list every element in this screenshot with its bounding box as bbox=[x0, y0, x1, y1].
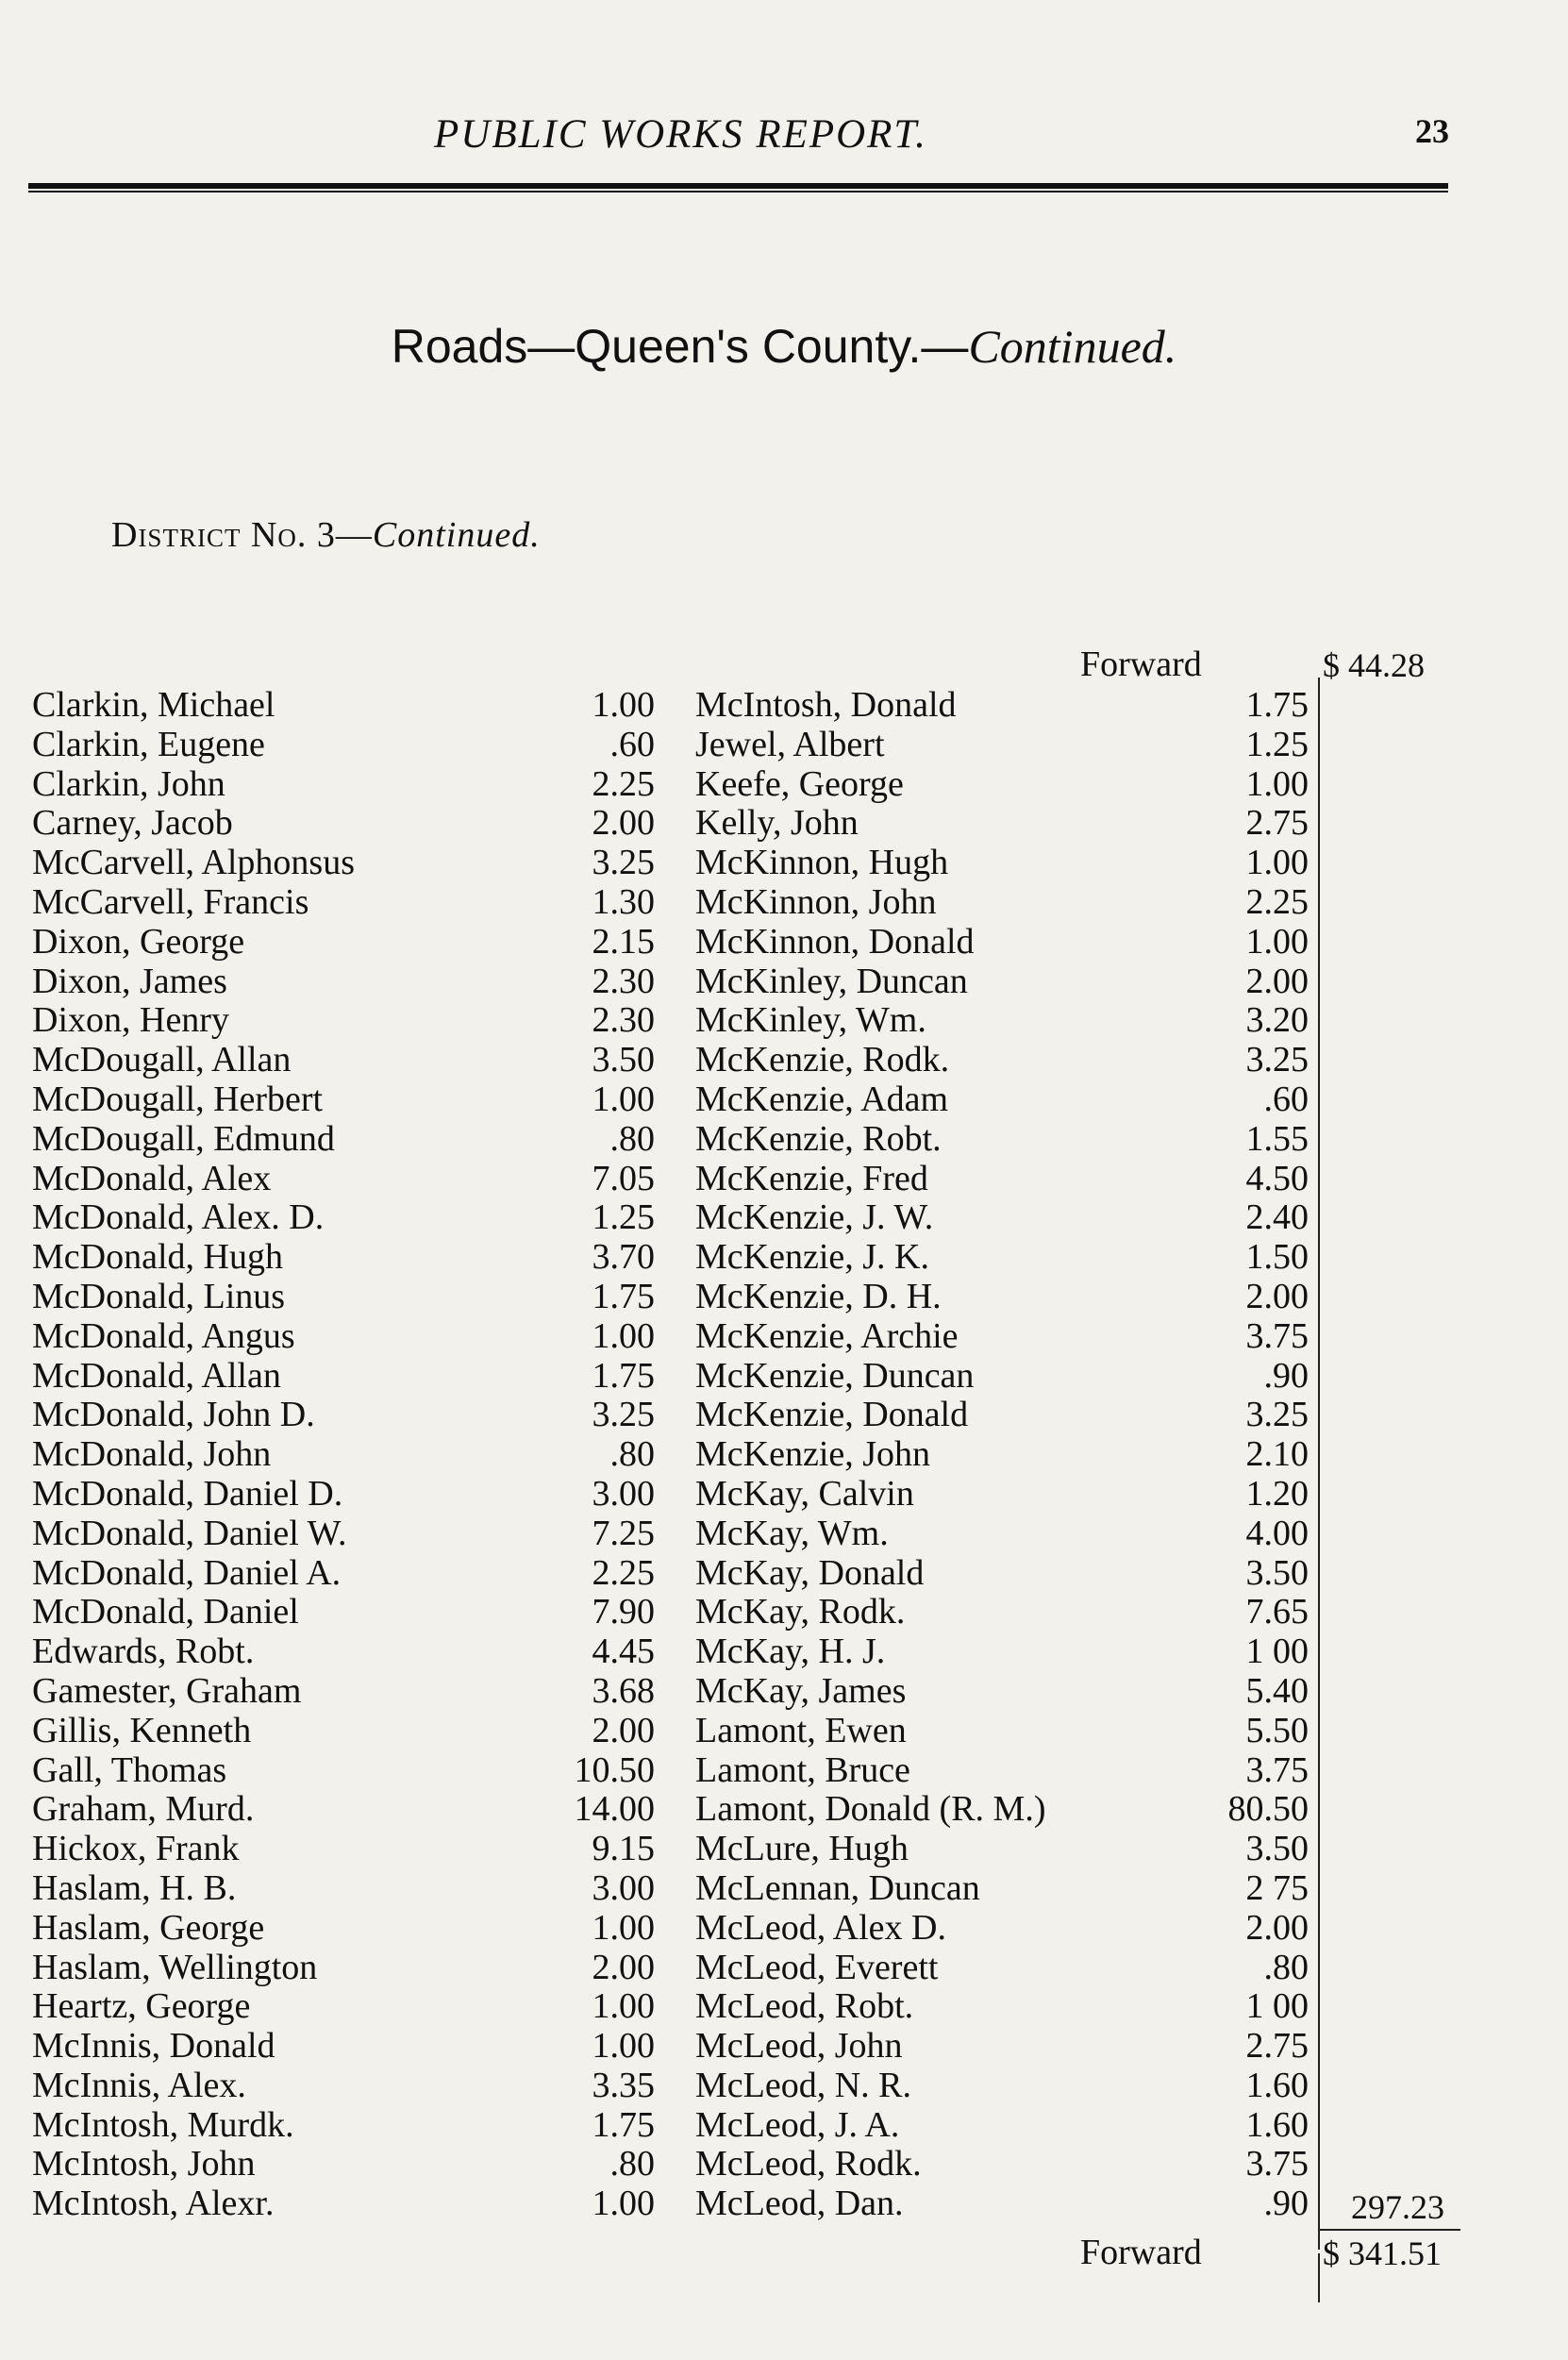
payee-name: McKinnon, Donald bbox=[695, 921, 975, 962]
ledger-row bbox=[32, 1475, 655, 1515]
payee-name: McDonald, Daniel W. bbox=[32, 1513, 347, 1553]
payment-amount: .80 bbox=[609, 1118, 655, 1159]
payment-amount: 1.00 bbox=[1245, 843, 1309, 883]
payment-amount: 1.75 bbox=[592, 1276, 655, 1316]
payment-amount: .60 bbox=[1263, 1079, 1309, 1119]
payment-amount: 7.65 bbox=[1245, 1592, 1309, 1632]
ledger-row bbox=[695, 1909, 1318, 1949]
payment-amount: 4.00 bbox=[1245, 1513, 1309, 1553]
ledger-row bbox=[695, 1751, 1318, 1791]
payment-amount: 1.00 bbox=[592, 1315, 655, 1356]
header-rule-thin bbox=[28, 191, 1448, 192]
payment-amount: 2.25 bbox=[592, 763, 655, 804]
forward-label-bottom: Forward bbox=[1080, 2233, 1202, 2272]
payment-amount: 3.35 bbox=[592, 2065, 655, 2105]
payee-name: Clarkin, Eugene bbox=[32, 724, 265, 764]
payee-name: McDougall, Allan bbox=[32, 1040, 292, 1080]
ledger-row bbox=[32, 1830, 655, 1869]
payee-name: McDonald, Allan bbox=[32, 1355, 281, 1396]
ledger-row bbox=[32, 1435, 655, 1475]
ledger-row bbox=[695, 1632, 1318, 1672]
ledger-row bbox=[32, 1672, 655, 1712]
payee-name: Lamont, Ewen bbox=[695, 1710, 907, 1750]
payment-amount: 3.75 bbox=[1245, 1315, 1309, 1356]
payment-amount: 1.20 bbox=[1245, 1473, 1309, 1514]
payment-amount: 2.75 bbox=[1245, 803, 1309, 844]
payment-amount: .60 bbox=[609, 724, 655, 764]
payment-amount: 1.00 bbox=[592, 1907, 655, 1948]
payee-name: McCarvell, Francis bbox=[32, 881, 309, 922]
payment-amount: 2 75 bbox=[1245, 1867, 1309, 1908]
ledger-row bbox=[32, 1554, 655, 1594]
payment-amount: 1 00 bbox=[1245, 1986, 1309, 2027]
payment-amount: 7.05 bbox=[592, 1158, 655, 1198]
ledger-row bbox=[32, 726, 655, 765]
payment-amount: 7.90 bbox=[592, 1592, 655, 1632]
payee-name: McLeod, N. R. bbox=[695, 2065, 912, 2105]
payee-name: McKay, Rodk. bbox=[695, 1592, 906, 1632]
ledger-row bbox=[695, 726, 1318, 765]
ledger-row bbox=[695, 1672, 1318, 1712]
ledger-row bbox=[695, 765, 1318, 805]
ledger-row bbox=[32, 962, 655, 1002]
forward-label-top: Forward bbox=[1080, 644, 1202, 684]
ledger-row bbox=[695, 2067, 1318, 2106]
payment-amount: 1.25 bbox=[592, 1197, 655, 1238]
ledger-row bbox=[695, 1790, 1318, 1830]
payment-amount: 1.00 bbox=[1245, 921, 1309, 962]
ledger-row bbox=[695, 1435, 1318, 1475]
payment-amount: 3.25 bbox=[1245, 1395, 1309, 1435]
payee-name: McKinnon, Hugh bbox=[695, 843, 949, 883]
payment-amount: 2.30 bbox=[592, 1000, 655, 1041]
payment-amount: 1.00 bbox=[592, 1079, 655, 1119]
payment-amount: 2.25 bbox=[592, 1552, 655, 1593]
left-column bbox=[32, 686, 655, 2224]
ledger-row bbox=[695, 1238, 1318, 1278]
ledger-row bbox=[32, 1949, 655, 1988]
payment-amount: 3.25 bbox=[592, 843, 655, 883]
payee-name: Dixon, Henry bbox=[32, 1000, 229, 1041]
payment-amount: 3.00 bbox=[592, 1473, 655, 1514]
payee-name: Kelly, John bbox=[695, 803, 859, 844]
ledger-row bbox=[695, 1001, 1318, 1041]
ledger-row bbox=[695, 1357, 1318, 1397]
forward-amount-top: $ 44.28 bbox=[1323, 646, 1425, 684]
ledger-row bbox=[695, 1160, 1318, 1199]
ledger-row bbox=[32, 1987, 655, 2027]
payee-name: McDonald, John bbox=[32, 1434, 272, 1475]
ledger-row bbox=[695, 686, 1318, 726]
payment-amount: 1.60 bbox=[1245, 2065, 1309, 2105]
payment-amount: 3.50 bbox=[592, 1040, 655, 1080]
payee-name: McKenzie, Archie bbox=[695, 1315, 959, 1356]
payee-name: McKenzie, Donald bbox=[695, 1395, 969, 1435]
payee-name: McKenzie, J. K. bbox=[695, 1237, 929, 1278]
payment-amount: 2.00 bbox=[1245, 1276, 1309, 1316]
ledger-row bbox=[695, 1712, 1318, 1751]
payee-name: McKenzie, Fred bbox=[695, 1158, 928, 1198]
ledger-row bbox=[695, 1198, 1318, 1238]
payee-name: McKenzie, Rodk. bbox=[695, 1040, 950, 1080]
district-continued: Continued. bbox=[372, 515, 541, 555]
payee-name: McIntosh, Alexr. bbox=[32, 2184, 275, 2224]
district-number: 3— bbox=[316, 515, 373, 555]
payee-name: McKenzie, Robt. bbox=[695, 1118, 942, 1159]
payment-amount: 2.00 bbox=[1245, 961, 1309, 1001]
payee-name: McKenzie, John bbox=[695, 1434, 931, 1475]
ledger-row bbox=[695, 1041, 1318, 1080]
payee-name: McKinnon, John bbox=[695, 881, 937, 922]
payment-amount: 3.75 bbox=[1245, 1749, 1309, 1790]
payee-name: McLeod, Dan. bbox=[695, 2184, 904, 2224]
right-column bbox=[695, 686, 1318, 2224]
payee-name: McKay, Donald bbox=[695, 1552, 925, 1593]
ledger-row bbox=[32, 1198, 655, 1238]
ledger-row bbox=[695, 1830, 1318, 1869]
ledger-row bbox=[32, 2067, 655, 2106]
payment-amount: 10.50 bbox=[574, 1749, 655, 1790]
payment-amount: 1.75 bbox=[1245, 685, 1309, 725]
district-heading bbox=[111, 514, 541, 556]
payment-amount: .80 bbox=[609, 1434, 655, 1475]
payment-amount: .90 bbox=[1263, 2184, 1309, 2224]
ledger-row bbox=[32, 1751, 655, 1791]
payee-name: McKinley, Duncan bbox=[695, 961, 968, 1001]
payment-amount: 1.75 bbox=[592, 2104, 655, 2145]
ledger-row bbox=[32, 2145, 655, 2184]
payment-amount: 14.00 bbox=[574, 1789, 655, 1830]
ledger-row bbox=[32, 1357, 655, 1397]
ledger-row bbox=[32, 1120, 655, 1160]
payment-amount: 1.60 bbox=[1245, 2104, 1309, 2145]
ledger-row bbox=[32, 1790, 655, 1830]
ledger-row bbox=[32, 1515, 655, 1554]
ledger-row bbox=[695, 844, 1318, 883]
payee-name: Hickox, Frank bbox=[32, 1829, 240, 1869]
payee-name: McInnis, Donald bbox=[32, 2026, 275, 2067]
ledger-row bbox=[695, 1554, 1318, 1594]
payee-name: McIntosh, Donald bbox=[695, 685, 957, 725]
ledger-row bbox=[32, 1001, 655, 1041]
payee-name: McDougall, Edmund bbox=[32, 1118, 335, 1159]
payee-name: McDonald, Angus bbox=[32, 1315, 295, 1356]
ledger-row bbox=[32, 1278, 655, 1317]
ledger-row bbox=[695, 1396, 1318, 1435]
payee-name: McDonald, Linus bbox=[32, 1276, 286, 1316]
ledger-row bbox=[695, 1593, 1318, 1632]
ledger-row bbox=[32, 2027, 655, 2067]
payment-amount: 3.25 bbox=[592, 1395, 655, 1435]
ledger-row bbox=[695, 1949, 1318, 1988]
payment-amount: 2.00 bbox=[592, 1710, 655, 1750]
payment-amount: 7.25 bbox=[592, 1513, 655, 1553]
payee-name: Graham, Murd. bbox=[32, 1789, 255, 1830]
ledger-row bbox=[32, 1869, 655, 1909]
payee-name: McInnis, Alex. bbox=[32, 2065, 246, 2105]
payee-name: McDonald, Alex bbox=[32, 1158, 272, 1198]
payee-name: McKinley, Wm. bbox=[695, 1000, 926, 1041]
payee-name: McLeod, John bbox=[695, 2026, 903, 2067]
ledger-row bbox=[695, 2106, 1318, 2146]
ledger-row bbox=[695, 804, 1318, 844]
payment-amount: 9.15 bbox=[592, 1829, 655, 1869]
payment-amount: 2.15 bbox=[592, 921, 655, 962]
payee-name: McDonald, Daniel D. bbox=[32, 1473, 343, 1514]
payment-amount: 80.50 bbox=[1227, 1789, 1309, 1830]
ledger-row bbox=[695, 1515, 1318, 1554]
ledger-row bbox=[32, 765, 655, 805]
payment-amount: 3.50 bbox=[1245, 1829, 1309, 1869]
payment-amount: 5.40 bbox=[1245, 1670, 1309, 1711]
payee-name: Edwards, Robt. bbox=[32, 1632, 255, 1672]
page-header bbox=[0, 111, 1568, 168]
payment-amount: 2.10 bbox=[1245, 1434, 1309, 1475]
payee-name: Carney, Jacob bbox=[32, 803, 233, 844]
payee-name: McCarvell, Alphonsus bbox=[32, 843, 355, 883]
ledger-row bbox=[32, 923, 655, 962]
ledger-row bbox=[695, 1987, 1318, 2027]
payment-amount: 2.00 bbox=[592, 803, 655, 844]
ledger-row bbox=[695, 1278, 1318, 1317]
ledger-row bbox=[32, 1593, 655, 1632]
payment-amount: 2.30 bbox=[592, 961, 655, 1001]
page-number: 23 bbox=[1415, 112, 1449, 150]
ledger-row bbox=[32, 686, 655, 726]
payee-name: Haslam, H. B. bbox=[32, 1867, 237, 1908]
ledger-row bbox=[695, 883, 1318, 923]
payment-amount: .90 bbox=[1263, 1355, 1309, 1396]
payee-name: Haslam, George bbox=[32, 1907, 265, 1948]
payee-name: Gamester, Graham bbox=[32, 1670, 302, 1711]
payee-name: McKay, James bbox=[695, 1670, 907, 1711]
ledger-row bbox=[32, 2106, 655, 2146]
payee-name: Heartz, George bbox=[32, 1986, 251, 2027]
ledger-row bbox=[695, 2184, 1318, 2224]
ledger-row bbox=[695, 962, 1318, 1002]
ledger-row bbox=[32, 1160, 655, 1199]
title-continued: Continued. bbox=[968, 320, 1177, 373]
payment-amount: 5.50 bbox=[1245, 1710, 1309, 1750]
payment-amount: 1 00 bbox=[1245, 1632, 1309, 1672]
page-title bbox=[0, 319, 1568, 374]
payment-amount: 1.00 bbox=[592, 685, 655, 725]
ledger-row bbox=[32, 1041, 655, 1080]
ledger-row bbox=[695, 1080, 1318, 1120]
ledger-row bbox=[32, 1632, 655, 1672]
payment-amount: 1.00 bbox=[592, 2026, 655, 2067]
ledger-row bbox=[32, 1712, 655, 1751]
ledger-row bbox=[32, 1317, 655, 1357]
payment-amount: 1.50 bbox=[1245, 1237, 1309, 1278]
payment-amount: 1.25 bbox=[1245, 724, 1309, 764]
subtotal: 297.23 bbox=[1351, 2188, 1444, 2226]
payment-amount: 3.25 bbox=[1245, 1040, 1309, 1080]
payment-amount: 2.25 bbox=[1245, 881, 1309, 922]
ledger-row bbox=[32, 1080, 655, 1120]
ledger-row bbox=[695, 1475, 1318, 1515]
payee-name: McDonald, Hugh bbox=[32, 1237, 283, 1278]
ledger-row bbox=[695, 923, 1318, 962]
ledger-row bbox=[32, 1909, 655, 1949]
payee-name: McLeod, Everett bbox=[695, 1947, 939, 1987]
payee-name: McLeod, Rodk. bbox=[695, 2144, 922, 2184]
payee-name: McLeod, J. A. bbox=[695, 2104, 900, 2145]
payment-amount: 3.50 bbox=[1245, 1552, 1309, 1593]
payee-name: McIntosh, Murdk. bbox=[32, 2104, 294, 2145]
payment-amount: 3.68 bbox=[592, 1670, 655, 1711]
payee-name: McDonald, Daniel bbox=[32, 1592, 299, 1632]
payee-name: Lamont, Donald (R. M.) bbox=[695, 1789, 1046, 1830]
payee-name: Gillis, Kenneth bbox=[32, 1710, 252, 1750]
column-rule-bottom bbox=[1318, 2253, 1320, 2302]
payee-name: McIntosh, John bbox=[32, 2144, 256, 2184]
ledger-row bbox=[32, 1238, 655, 1278]
payee-name: Dixon, James bbox=[32, 961, 227, 1001]
payee-name: McDougall, Herbert bbox=[32, 1079, 324, 1119]
payee-name: Lamont, Bruce bbox=[695, 1749, 910, 1790]
payment-amount: 1.55 bbox=[1245, 1118, 1309, 1159]
payment-amount: 3.70 bbox=[592, 1237, 655, 1278]
payee-name: McLeod, Alex D. bbox=[695, 1907, 946, 1948]
payment-amount: 1.00 bbox=[592, 2184, 655, 2224]
ledger-row bbox=[32, 844, 655, 883]
ledger-row bbox=[695, 2145, 1318, 2184]
payment-amount: 2.75 bbox=[1245, 2026, 1309, 2067]
payee-name: Clarkin, John bbox=[32, 763, 225, 804]
payment-amount: .80 bbox=[1263, 1947, 1309, 1987]
payee-name: Keefe, George bbox=[695, 763, 904, 804]
payment-amount: 2.40 bbox=[1245, 1197, 1309, 1238]
title-main: Roads—Queen's County.— bbox=[391, 320, 969, 373]
payment-amount: .80 bbox=[609, 2144, 655, 2184]
payment-amount: 2.00 bbox=[1245, 1907, 1309, 1948]
payee-name: McDonald, Alex. D. bbox=[32, 1197, 325, 1238]
payee-name: Gall, Thomas bbox=[32, 1749, 227, 1790]
payment-amount: 2.00 bbox=[592, 1947, 655, 1987]
payee-name: McKay, Wm. bbox=[695, 1513, 889, 1553]
payment-amount: 3.00 bbox=[592, 1867, 655, 1908]
payee-name: McLure, Hugh bbox=[695, 1829, 909, 1869]
ledger-row bbox=[695, 1120, 1318, 1160]
ledger-row bbox=[695, 2027, 1318, 2067]
payment-amount: 1.00 bbox=[1245, 763, 1309, 804]
payee-name: McKay, H. J. bbox=[695, 1632, 886, 1672]
sum-rule bbox=[1319, 2229, 1460, 2231]
payee-name: Clarkin, Michael bbox=[32, 685, 275, 725]
ledger-row bbox=[32, 2184, 655, 2224]
payment-amount: 1.30 bbox=[592, 881, 655, 922]
running-head: PUBLIC WORKS REPORT. bbox=[434, 112, 927, 157]
payee-name: McDonald, John D. bbox=[32, 1395, 315, 1435]
payee-name: McDonald, Daniel A. bbox=[32, 1552, 342, 1593]
column-rule bbox=[1318, 678, 1320, 2250]
payment-amount: 1.00 bbox=[592, 1986, 655, 2027]
payee-name: Haslam, Wellington bbox=[32, 1947, 318, 1987]
payee-name: Dixon, George bbox=[32, 921, 245, 962]
payment-amount: 4.50 bbox=[1245, 1158, 1309, 1198]
ledger-row bbox=[695, 1869, 1318, 1909]
ledger-row bbox=[695, 1317, 1318, 1357]
payee-name: McLeod, Robt. bbox=[695, 1986, 914, 2027]
payee-name: McKay, Calvin bbox=[695, 1473, 914, 1514]
payee-name: McLennan, Duncan bbox=[695, 1867, 980, 1908]
payment-amount: 3.20 bbox=[1245, 1000, 1309, 1041]
ledger-row bbox=[32, 1396, 655, 1435]
payee-name: Jewel, Albert bbox=[695, 724, 885, 764]
payment-amount: 1.75 bbox=[592, 1355, 655, 1396]
payee-name: McKenzie, D. H. bbox=[695, 1276, 942, 1316]
payee-name: McKenzie, Adam bbox=[695, 1079, 949, 1119]
ledger-row bbox=[32, 883, 655, 923]
ledger-row bbox=[32, 804, 655, 844]
payment-amount: 4.45 bbox=[592, 1632, 655, 1672]
district-label: District No. bbox=[111, 515, 308, 555]
forward-amount-bottom: $ 341.51 bbox=[1323, 2234, 1442, 2272]
payee-name: McKenzie, Duncan bbox=[695, 1355, 975, 1396]
payment-amount: 3.75 bbox=[1245, 2144, 1309, 2184]
header-rule bbox=[28, 183, 1448, 189]
payee-name: McKenzie, J. W. bbox=[695, 1197, 934, 1238]
